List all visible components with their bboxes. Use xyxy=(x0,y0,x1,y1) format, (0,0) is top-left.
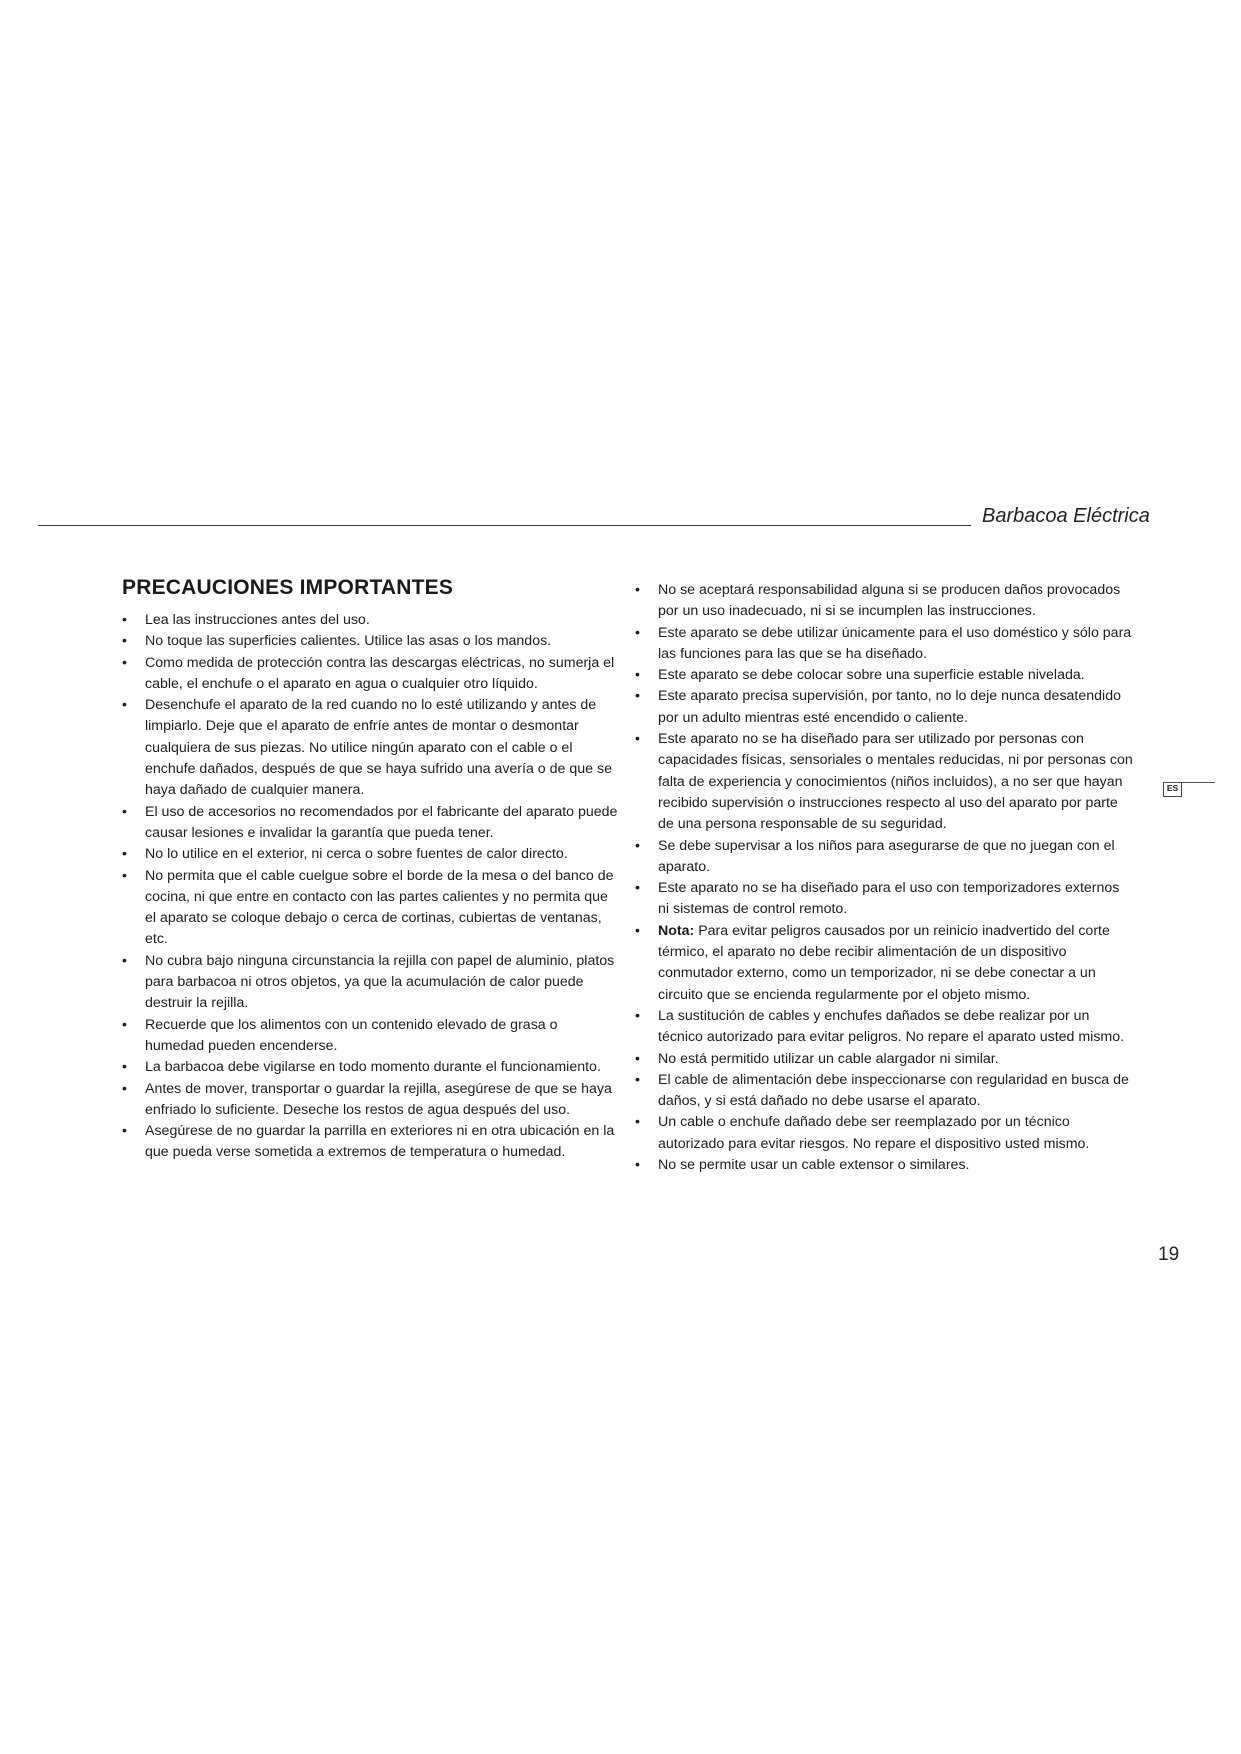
list-item: • Este aparato no se ha diseñado para el uso con temporizadores externos ni sistemas de control remoto. xyxy=(635,880,1120,918)
list-item: • La barbacoa debe vigilarse en todo momento durante el funcionamiento. xyxy=(122,1057,618,1078)
bullet-icon: • xyxy=(635,1157,640,1174)
bullet-icon: • xyxy=(635,1007,640,1024)
precautions-list-right xyxy=(635,580,1133,1176)
list-item: • No toque las superficies calientes. Utilice las asas o los mandos. xyxy=(122,631,618,652)
bullet-icon: • xyxy=(122,1016,127,1033)
bullet-icon: • xyxy=(635,1050,640,1067)
language-tab-label: ES xyxy=(1163,782,1182,797)
list-item: • Un cable o enchufe dañado debe ser reemplazado por un técnico autorizado para evitar riesgos. No repare el dispositivo usted mismo. xyxy=(635,1114,1090,1152)
bullet-icon: • xyxy=(122,633,127,650)
nota-label: Nota: xyxy=(658,922,695,939)
list-item: • Recuerde que los alimentos con un contenido elevado de grasa o humedad pueden encenderse. xyxy=(122,1016,558,1054)
bullet-icon: • xyxy=(122,654,127,671)
list-item: • No lo utilice en el exterior, ni cerca o sobre fuentes de calor directo. xyxy=(122,844,618,865)
list-item: • Lea las instrucciones antes del uso. xyxy=(122,610,618,631)
bullet-icon: • xyxy=(122,803,127,820)
section-title: PRECAUCIONES IMPORTANTES xyxy=(122,576,454,599)
list-item: • El uso de accesorios no recomendados por el fabricante del aparato puede causar lesiones e invalidar la garantía que pueda tener. xyxy=(122,803,618,841)
list-item: • No se permite usar un cable extensor o similares. xyxy=(635,1155,1133,1176)
header-rule xyxy=(38,525,971,526)
bullet-icon: • xyxy=(122,867,127,884)
list-item: • El cable de alimentación debe inspeccionarse con regularidad en busca de daños, y si está dañado no debe usarse el aparato. xyxy=(635,1071,1129,1110)
list-item: • Este aparato no se ha diseñado para ser utilizado por personas con capacidades físicas, sensoriales o mentales reducidas, ni por personas con falta de experiencia y conocimientos (niños incluidos), a no ser que hayan recibido supervisión o instrucciones respecto al uso del aparato por parte de una persona responsable de su seguridad. xyxy=(635,731,1133,833)
list-item: • No se aceptará responsabilidad alguna si se producen daños provocados por un uso inadecuado, ni si se incumplen las instrucciones. xyxy=(635,582,1121,620)
bullet-icon: • xyxy=(635,922,640,939)
bullet-icon: • xyxy=(635,1071,640,1088)
bullet-icon: • xyxy=(122,1059,127,1076)
list-item: • No está permitido utilizar un cable alargador ni similar. xyxy=(635,1049,1133,1070)
bullet-icon: • xyxy=(635,624,640,641)
bullet-icon: • xyxy=(635,1114,640,1131)
bullet-icon: • xyxy=(635,688,640,705)
list-item: • Asegúrese de no guardar la parrilla en exteriores ni en otra ubicación en la que pueda verse sometida a extremos de temperatura o humedad. xyxy=(122,1123,615,1161)
list-item: • Este aparato precisa supervisión, por tanto, no lo deje nunca desatendido por un adulto mientras esté encendido o caliente. xyxy=(635,688,1121,726)
list-item: • No cubra bajo ninguna circunstancia la rejilla con papel de aluminio, platos para barbacoa ni otros objetos, ya que la acumulación de calor puede destruir la rejilla. xyxy=(122,952,615,1012)
list-item: • Se debe supervisar a los niños para asegurarse de que no juegan con el aparato. xyxy=(635,837,1115,875)
bullet-icon: • xyxy=(635,582,640,598)
bullet-icon: • xyxy=(122,846,127,863)
page-number: 19 xyxy=(1158,1244,1180,1265)
bullet-icon: • xyxy=(635,731,640,748)
list-item: • Desenchufe el aparato de la red cuando no lo esté utilizando y antes de limpiarlo. Deje que el aparato de enfríe antes de montar o desmontar cualquiera de sus piezas. No utilice ningún aparato con el cable o el enchufe dañados, después de que se haya sufrido una avería o de que se haya dañado de cualquier manera. xyxy=(122,697,612,799)
bullet-icon: • xyxy=(635,880,640,897)
list-item: • La sustitución de cables y enchufes dañados se debe realizar por un técnico autorizado para evitar peligros. No repare el aparato usted mismo. xyxy=(635,1007,1125,1046)
list-item: • Como medida de protección contra las descargas eléctricas, no sumerja el cable, el enchufe o el aparato en agua o cualquier otro líquido. xyxy=(122,654,615,692)
nota-text: Para evitar peligros causados por un reinicio inadvertido del corte térmico, el aparato no debe recibir alimentación de un dispositivo conmutador externo, como un temporizador, ni se debe conectar a un circuito que se encienda regularmente por el objeto mismo. xyxy=(658,922,1110,1003)
precautions-list-left xyxy=(122,610,618,1164)
bullet-icon: • xyxy=(122,697,127,714)
bullet-icon: • xyxy=(635,667,640,684)
list-item: • Antes de mover, transportar o guardar la rejilla, asegúrese de que se haya enfriado lo suficiente. Deseche los restos de agua después del uso. xyxy=(122,1080,612,1118)
list-item: • Este aparato se debe utilizar únicamente para el uso doméstico y sólo para las funciones para las que se ha diseñado. xyxy=(635,624,1132,662)
list-item: • Este aparato se debe colocar sobre una superficie estable nivelada. xyxy=(635,665,1133,686)
bullet-icon: • xyxy=(122,952,127,969)
language-tab xyxy=(1163,782,1215,802)
bullet-icon: • xyxy=(122,612,127,628)
document-title: Barbacoa Eléctrica xyxy=(982,505,1150,527)
bullet-icon: • xyxy=(635,837,640,854)
list-item: • No permita que el cable cuelgue sobre el borde de la mesa o del banco de cocina, ni que entre en contacto con las partes calientes y no permita que el aparato se coloque debajo o cerca de cortinas, cubiertas de ventanas, etc. xyxy=(122,867,614,948)
bullet-icon: • xyxy=(122,1123,127,1140)
bullet-icon: • xyxy=(122,1080,127,1097)
nota-item xyxy=(635,921,1133,1006)
